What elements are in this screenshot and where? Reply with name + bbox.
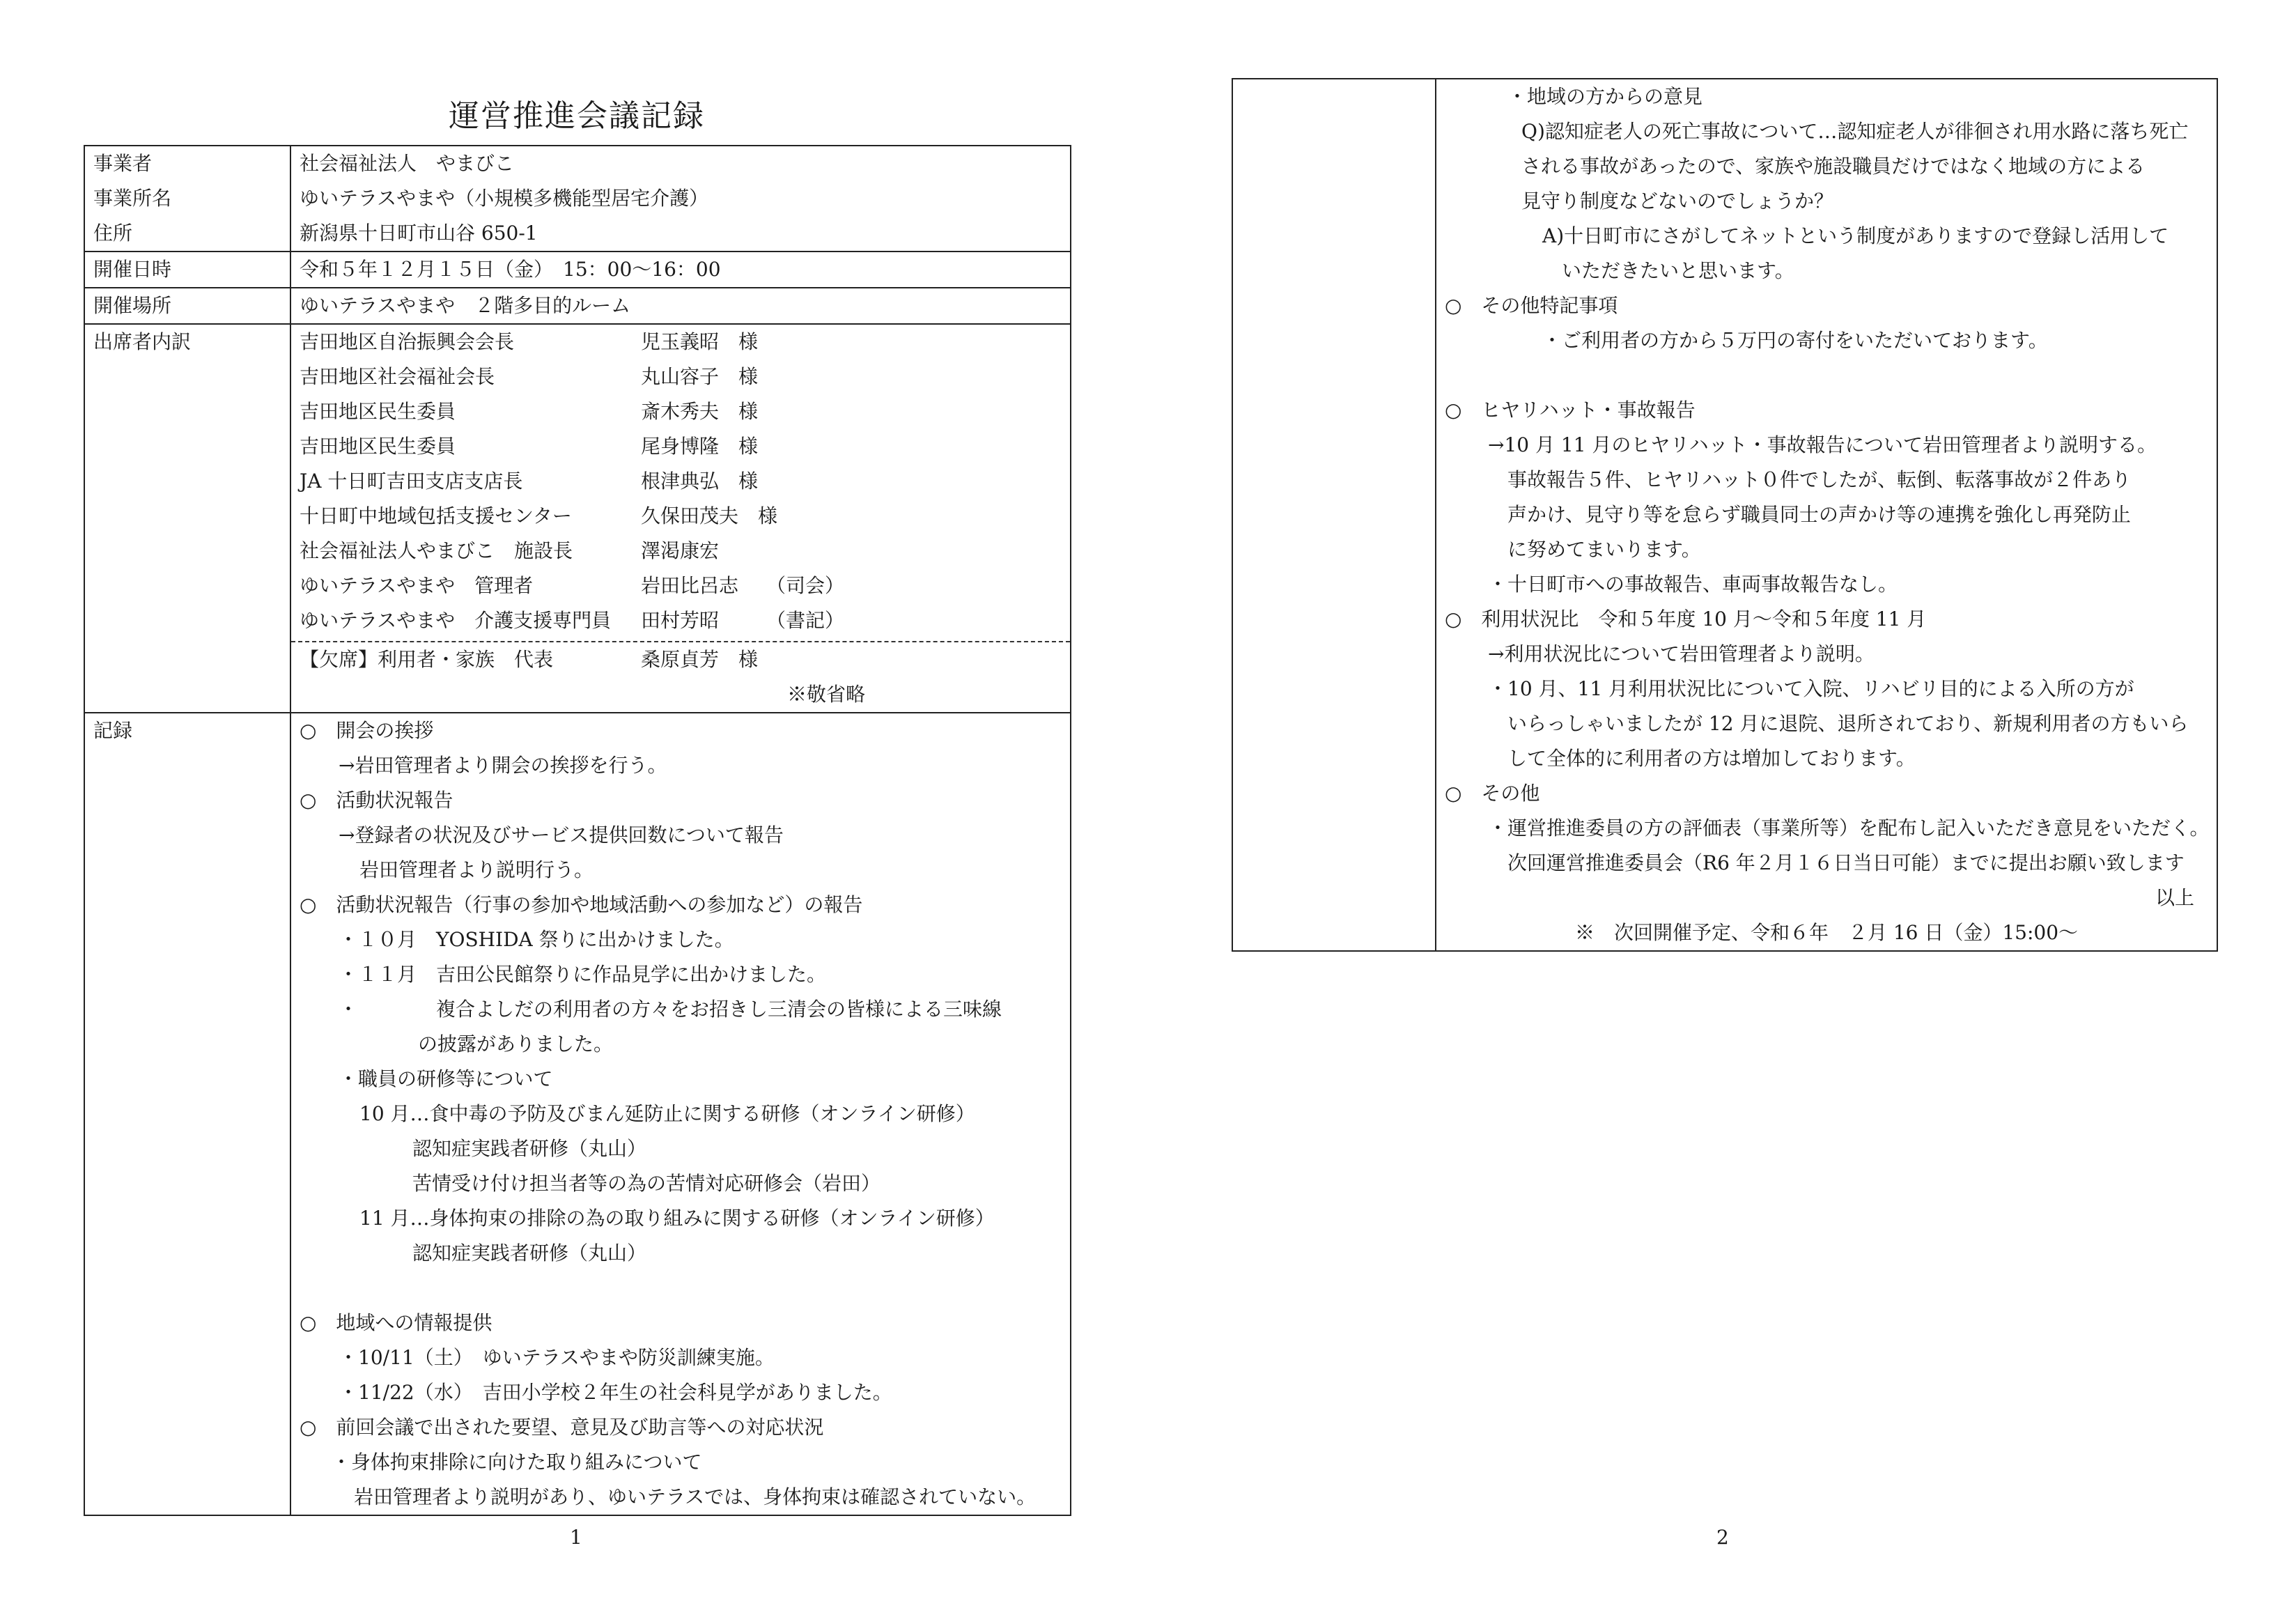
record-line: Q)認知症老人の死亡事故について…認知症老人が徘徊され用水路に落ち死亡 (1521, 120, 2189, 143)
record-line: ○ 活動状況報告 (300, 789, 453, 812)
attendee-org: 吉田地区社会福祉会長 (300, 365, 495, 388)
document-title: 運営推進会議記録 (449, 98, 705, 134)
record-line: 認知症実践者研修（丸山） (412, 1242, 647, 1265)
record-body (290, 713, 1071, 1515)
record-line: ○ ヒヤリハット・事故報告 (1445, 399, 1696, 422)
office-value: ゆいテラスやまや（小規模多機能型居宅介護） (300, 187, 709, 210)
record-line: して全体的に利用者の方は増加しております。 (1507, 747, 1916, 770)
record-line: の披露がありました。 (418, 1033, 614, 1055)
attendee-org: 社会福祉法人やまびこ 施設長 (300, 539, 573, 562)
record-line: ・10 月、11 月利用状況比について入院、リハビリ目的による入所の方が (1488, 677, 2134, 700)
record-line: 10 月…食中毒の予防及びまん延防止に関する研修（オンライン研修） (359, 1102, 975, 1125)
record-line: 事故報告５件、ヒヤリハット０件でしたが、転倒、転落事故が２件あり (1507, 468, 2132, 491)
date-label: 開催日時 (93, 258, 172, 281)
attendee-row (300, 464, 1062, 499)
record-line: ・身体拘束排除に向けた取り組みについて (332, 1451, 702, 1474)
record-line: ・１１月 吉田公民館祭りに作品見学に出かけました。 (339, 963, 827, 986)
attendee-row (300, 499, 1062, 534)
record-line: 岩田管理者より説明行う。 (359, 858, 594, 881)
record-line: →岩田管理者より開会の挨拶を行う。 (339, 754, 667, 777)
page-number-1: 1 (570, 1526, 582, 1549)
attendee-role (766, 394, 1062, 429)
record-line: 次回運営推進委員会（R6 年２月１６日当日可能）までに提出お願い致します (1507, 851, 2185, 874)
absent-row (300, 642, 1062, 677)
record-body-continued (1436, 79, 2217, 951)
record-line (300, 1271, 1062, 1306)
place-label: 開催場所 (93, 294, 172, 317)
absent-name: 桑原貞芳 様 (641, 648, 759, 671)
record-line (1445, 358, 2208, 393)
absent-org: 【欠席】利用者・家族 代表 (300, 648, 554, 671)
record-line: ・運営推進委員の方の評価表（事業所等）を配布し記入いただき意見をいただく。 (1488, 817, 2210, 840)
meeting-record-table-page1 (84, 145, 1071, 1516)
absent-section (291, 641, 1070, 712)
attendee-org: 十日町中地域包括支援センター (300, 504, 572, 527)
date-row (84, 252, 1071, 288)
record-label: 記録 (93, 719, 133, 742)
attendee-name: 児玉義昭 様 (641, 330, 759, 353)
attendee-row (300, 394, 1062, 429)
attendee-row (300, 569, 1062, 603)
attendee-org: 吉田地区民生委員 (300, 435, 456, 458)
record-line: される事故があったので、家族や施設職員だけではなく地域の方による (1521, 155, 2146, 178)
record-continued-row (1232, 79, 2217, 951)
honorific-note: ※敬省略 (787, 683, 866, 706)
attendee-name: 根津典弘 様 (641, 470, 759, 493)
record-line: →利用状況比について岩田管理者より説明。 (1488, 642, 1875, 665)
record-line: →登録者の状況及びサービス提供回数について報告 (339, 823, 784, 846)
page-number-2: 2 (1716, 1526, 1729, 1549)
record-line: ・十日町市への事故報告、車両事故報告なし。 (1488, 573, 1898, 596)
record-line: ○ 前回会議で出された要望、意見及び助言等への対応状況 (300, 1416, 824, 1439)
record-line: ○ その他特記事項 (1445, 294, 1618, 317)
attendee-org: ゆいテラスやまや 管理者 (300, 574, 534, 597)
office-label: 事業所名 (93, 187, 172, 210)
attendee-name: 尾身博隆 様 (641, 435, 759, 458)
record-line: ・ 複合よしだの利用者の方々をお招きし三清会の皆様による三味線 (339, 998, 1002, 1021)
record-line: 見守り制度などないのでしょうか？ (1521, 190, 1834, 212)
address-label: 住所 (93, 222, 133, 245)
place-row (84, 288, 1071, 324)
attendee-org: ゆいテラスやまや 介護支援専門員 (300, 609, 612, 632)
record-line: いらっしゃいましたが 12 月に退院、退所されており、新規利用者の方もいら (1507, 712, 2189, 735)
attendee-name: 斎木秀夫 様 (641, 400, 759, 423)
attendee-role: （司会） (766, 574, 845, 597)
attendee-row (300, 429, 1062, 464)
place-value: ゆいテラスやまや ２階多目的ルーム (300, 294, 631, 317)
record-line: 11 月…身体拘束の排除の為の取り組みに関する研修（オンライン研修） (359, 1207, 995, 1230)
record-line: いただきたいと思います。 (1562, 259, 1794, 282)
record-line: ・10/11（土） ゆいテラスやまや防災訓練実施。 (339, 1346, 775, 1369)
attendees-label: 出席者内訳 (93, 330, 192, 353)
attendee-role (766, 464, 1062, 499)
attendee-role (766, 534, 1062, 569)
record-line: 岩田管理者より説明があり、ゆいテラスでは、身体拘束は確認されていない。 (354, 1485, 1037, 1508)
address-value: 新潟県十日町市山谷 650-1 (300, 222, 538, 245)
attendee-row (300, 603, 1062, 638)
info-rows-group (84, 146, 1071, 252)
next-meeting-note: ※ 次回開催予定、令和６年 ２月 16 日（金）15:00～ (1574, 921, 2079, 944)
closing-mark: 以上 (2155, 886, 2194, 909)
record-line: ・職員の研修等について (339, 1067, 553, 1090)
attendee-row (300, 325, 1062, 359)
record-line: ・ご利用者の方から５万円の寄付をいただいております。 (1542, 329, 2048, 352)
attendee-row (300, 534, 1062, 569)
attendee-list (300, 325, 1062, 638)
operator-label: 事業者 (93, 152, 153, 175)
record-line: ○ 活動状況報告（行事の参加や地域活動への参加など）の報告 (300, 893, 863, 916)
attendee-role (766, 429, 1062, 464)
record-line: ○ 開会の挨拶 (300, 719, 434, 742)
attendee-org: 吉田地区民生委員 (300, 400, 456, 423)
attendee-role: （書記） (766, 609, 845, 632)
record-line: 声かけ、見守り等を怠らず職員同士の声かけ等の連携を強化し再発防止 (1507, 503, 2131, 526)
attendee-name: 丸山容子 様 (641, 365, 759, 388)
operator-value: 社会福祉法人 やまびこ (300, 152, 515, 175)
attendees-row (84, 324, 1071, 713)
attendee-org: JA 十日町吉田支店支店長 (300, 470, 523, 493)
record-line: ・地域の方からの意見 (1507, 85, 1703, 108)
attendee-org: 吉田地区自治振興会会長 (300, 330, 515, 353)
record-line: ○ 利用状況比 令和５年度 10 月～令和５年度 11 月 (1445, 608, 1927, 631)
record-line: に努めてまいります。 (1507, 538, 1701, 561)
record-line: ・１０月 YOSHIDA 祭りに出かけました。 (339, 928, 734, 951)
record-line: 認知症実践者研修（丸山） (412, 1137, 647, 1160)
meeting-record-table-page2 (1232, 78, 2218, 952)
record-line: ○ 地域への情報提供 (300, 1311, 492, 1334)
record-line: →10 月 11 月のヒヤリハット・事故報告について岩田管理者より説明する。 (1488, 433, 2157, 456)
attendee-name: 澤渇康宏 (641, 539, 720, 562)
attendee-role (766, 359, 1062, 394)
record-line: ○ その他 (1445, 782, 1540, 805)
date-value: 令和５年１２月１５日（金） 15：00～16：00 (300, 258, 721, 281)
attendee-row (300, 359, 1062, 394)
record-line: A)十日町市にさがしてネットという制度がありますので登録し活用して (1542, 224, 2169, 247)
record-row (84, 713, 1071, 1515)
attendee-role (766, 325, 1062, 359)
attendee-role (777, 499, 1062, 534)
record-line: ・11/22（水） 吉田小学校２年生の社会科見学がありました。 (339, 1381, 892, 1404)
attendee-name: 田村芳昭 (641, 609, 720, 632)
attendee-name: 岩田比呂志 (641, 574, 739, 597)
record-line: 苦情受け付け担当者等の為の苦情対応研修会（岩田） (412, 1172, 881, 1195)
attendee-name: 久保田茂夫 様 (641, 504, 778, 527)
